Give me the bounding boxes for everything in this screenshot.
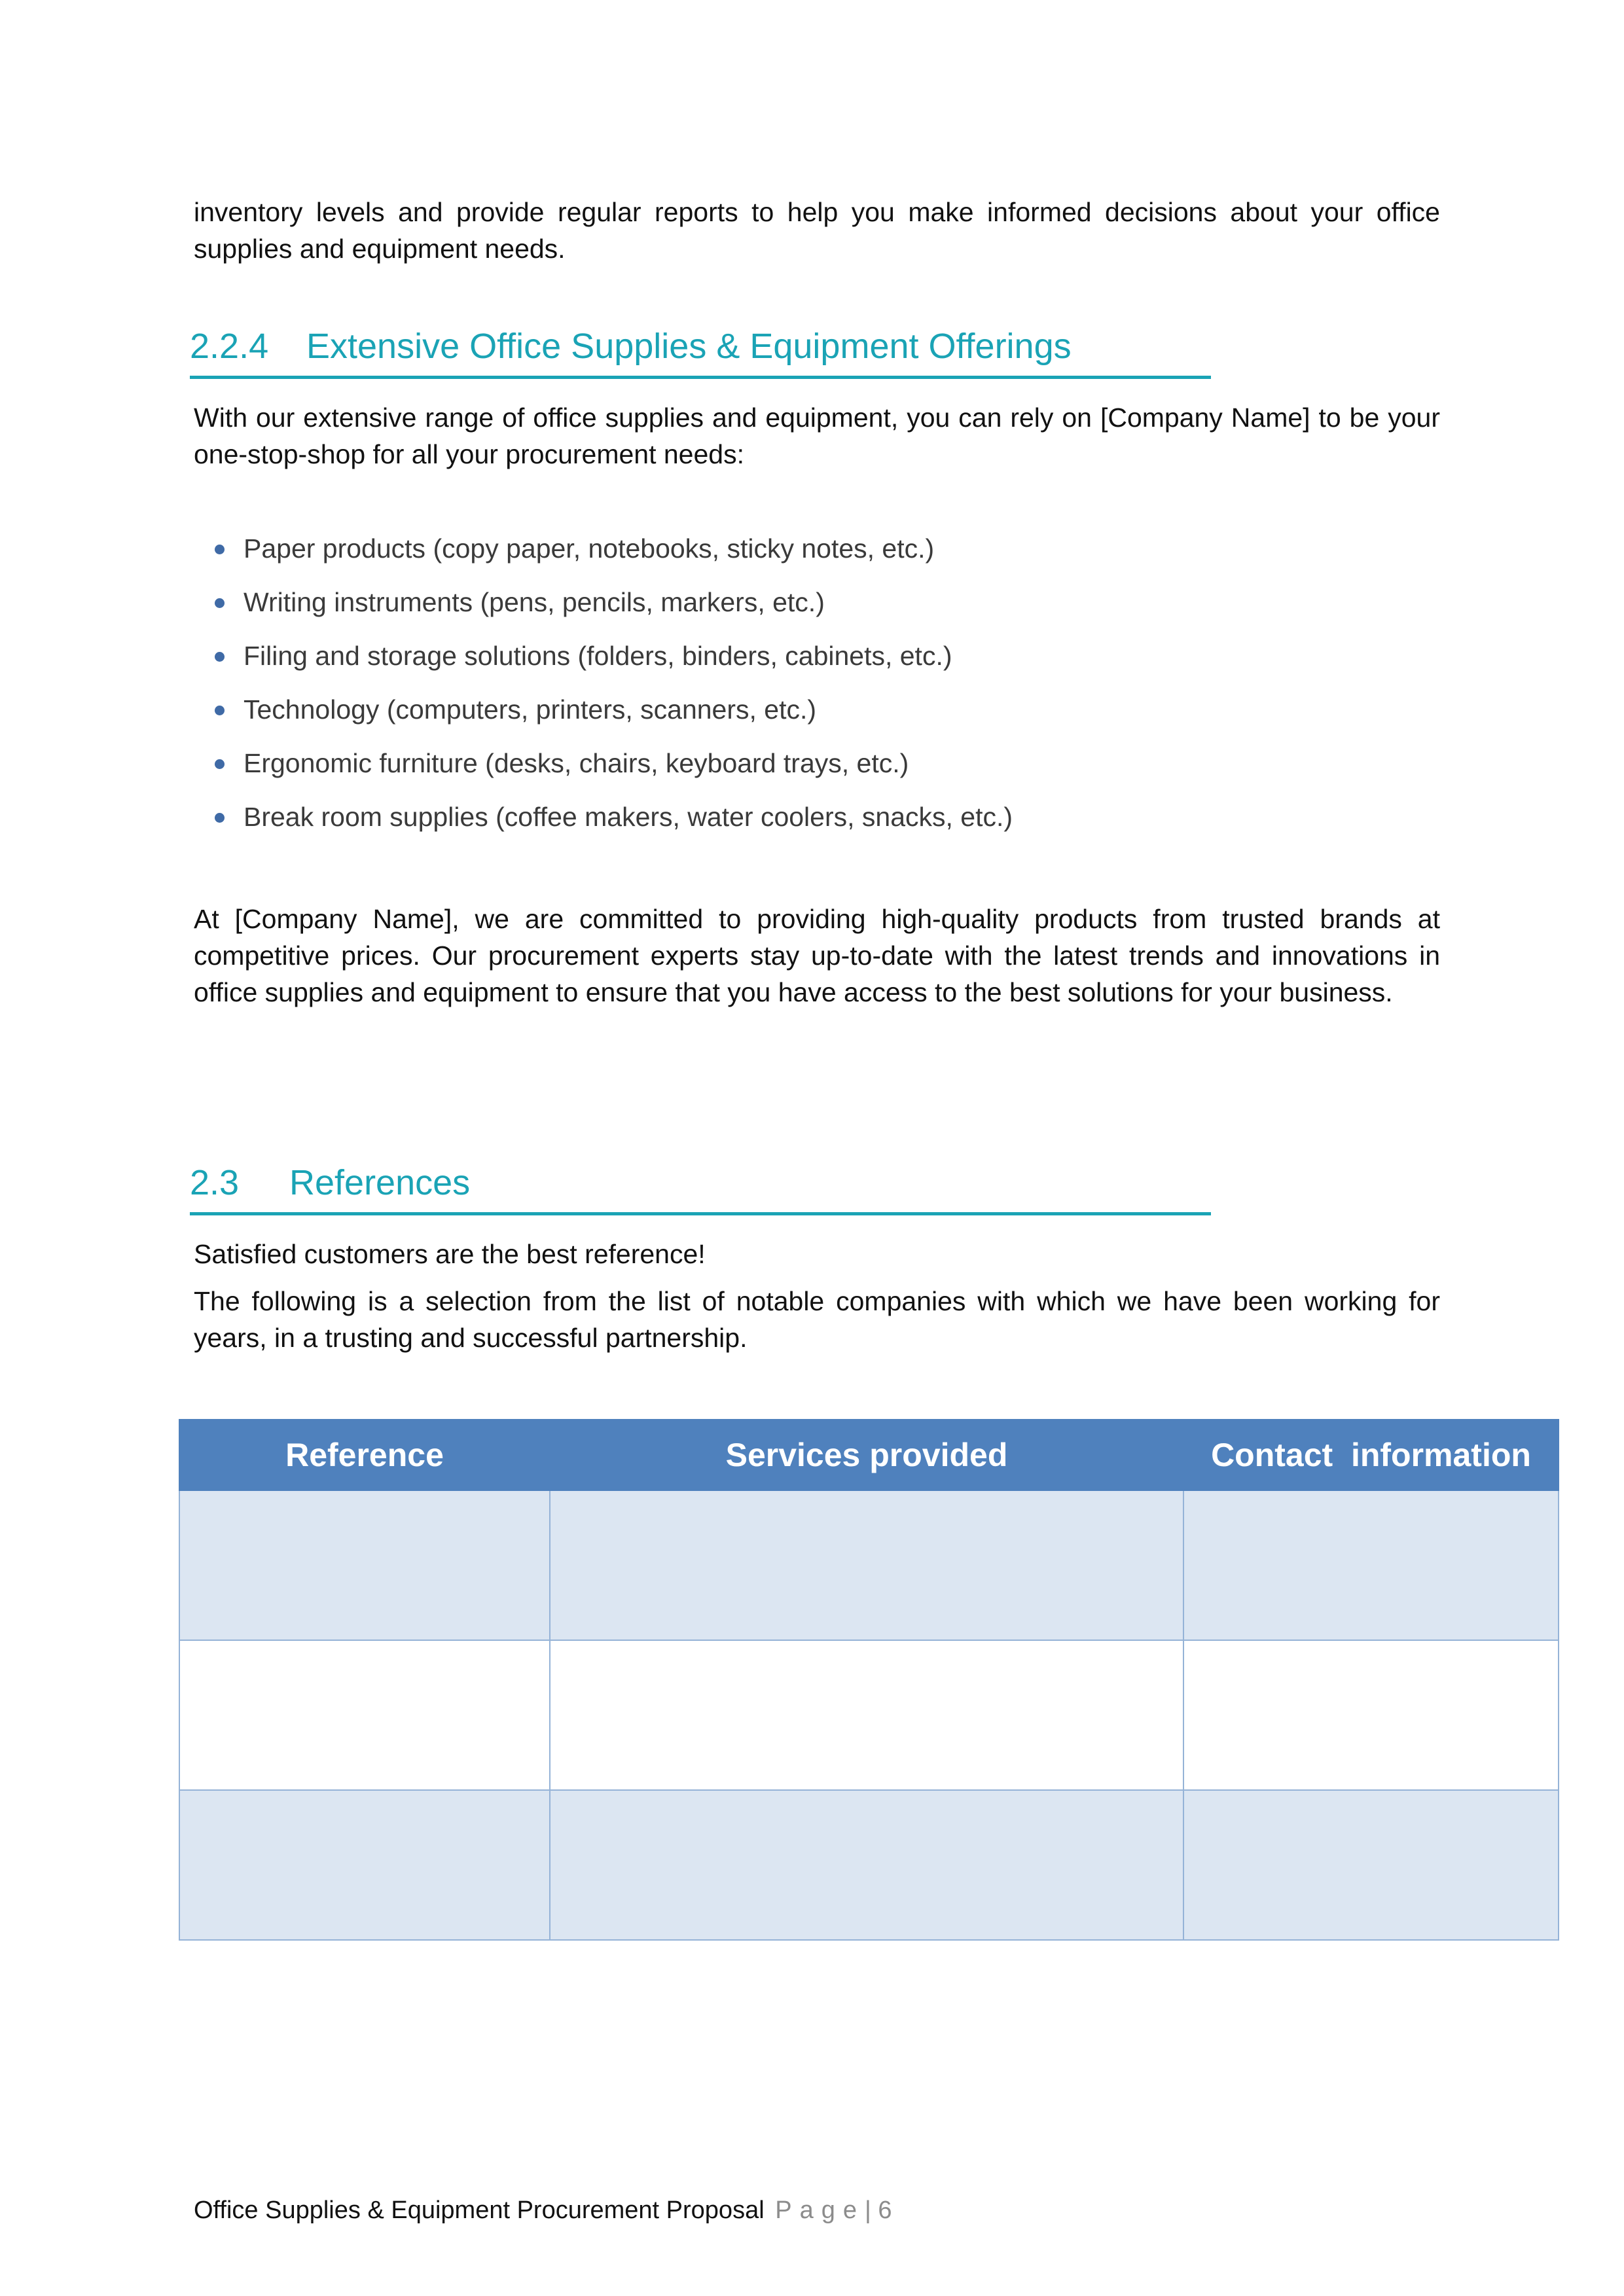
list-item: Technology (computers, printers, scanners, etc.): [194, 691, 1437, 745]
footer-separator: |: [864, 2197, 871, 2224]
references-table: [179, 1419, 1559, 1941]
column-header-services: Services provided: [550, 1420, 1183, 1490]
table-cell[interactable]: [179, 1640, 550, 1790]
bullet-dot-icon: [215, 706, 225, 715]
bullet-dot-icon: [215, 598, 225, 608]
page-footer: [194, 2194, 892, 2227]
references-description: The following is a selection from the list of notable companies with which we have been working for years, in a trusting and successful partnership.: [194, 1286, 1440, 1353]
table-cell[interactable]: [550, 1790, 1183, 1940]
section-number: 2.3: [190, 1163, 240, 1202]
column-header-contact: Contact information: [1183, 1420, 1559, 1490]
table-cell[interactable]: [1183, 1640, 1559, 1790]
list-item: Filing and storage solutions (folders, binders, cabinets, etc.): [194, 637, 1437, 691]
offerings-lead-paragraph: With our extensive range of office supplies and equipment, you can rely on [Company Name] to be your one-stop-shop for all your procurement needs:: [194, 403, 1440, 469]
offerings-closing-paragraph: At [Company Name], we are committed to providing high-quality products from trusted brands at competitive prices. Our procurement experts stay up-to-date with the latest trends and innovations in office supplies and equipment to ensure that you have access to the best solutions for your business.: [194, 904, 1440, 1007]
list-item: Break room supplies (coffee makers, water coolers, snacks, etc.): [194, 798, 1437, 852]
bullet-dot-icon: [215, 759, 225, 769]
bullet-dot-icon: [215, 813, 225, 823]
table-row: [179, 1640, 1559, 1790]
footer-page-label: Page: [775, 2197, 865, 2224]
table-cell[interactable]: [550, 1490, 1183, 1640]
table-row: [179, 1490, 1559, 1640]
table-cell[interactable]: [179, 1490, 550, 1640]
table-cell[interactable]: [550, 1640, 1183, 1790]
footer-page-number: 6: [878, 2197, 892, 2224]
table-row: [179, 1790, 1559, 1940]
table-cell[interactable]: [1183, 1490, 1559, 1640]
table-cell[interactable]: [1183, 1790, 1559, 1940]
section-number: 2.2.4: [190, 327, 269, 366]
table-header-row: [179, 1420, 1559, 1490]
list-item: Ergonomic furniture (desks, chairs, keyboard trays, etc.): [194, 745, 1437, 798]
section-heading-2-3: [190, 1160, 1211, 1215]
bullet-dot-icon: [215, 545, 225, 554]
bullet-dot-icon: [215, 652, 225, 662]
footer-document-title: Office Supplies & Equipment Procurement Proposal: [194, 2197, 765, 2224]
list-item: Paper products (copy paper, notebooks, sticky notes, etc.): [194, 530, 1437, 584]
list-item: Writing instruments (pens, pencils, markers, etc.): [194, 584, 1437, 637]
table-cell[interactable]: [179, 1790, 550, 1940]
offerings-list: [194, 530, 1437, 852]
intro-paragraph: inventory levels and provide regular reports to help you make informed decisions about your office supplies and equipment needs.: [194, 197, 1440, 264]
section-heading-2-2-4: [190, 323, 1211, 379]
column-header-reference: Reference: [179, 1420, 550, 1490]
section-title: Extensive Office Supplies & Equipment Offerings: [306, 327, 1072, 366]
references-intro-line: Satisfied customers are the best reference!: [194, 1239, 706, 1269]
section-title: References: [289, 1163, 471, 1202]
